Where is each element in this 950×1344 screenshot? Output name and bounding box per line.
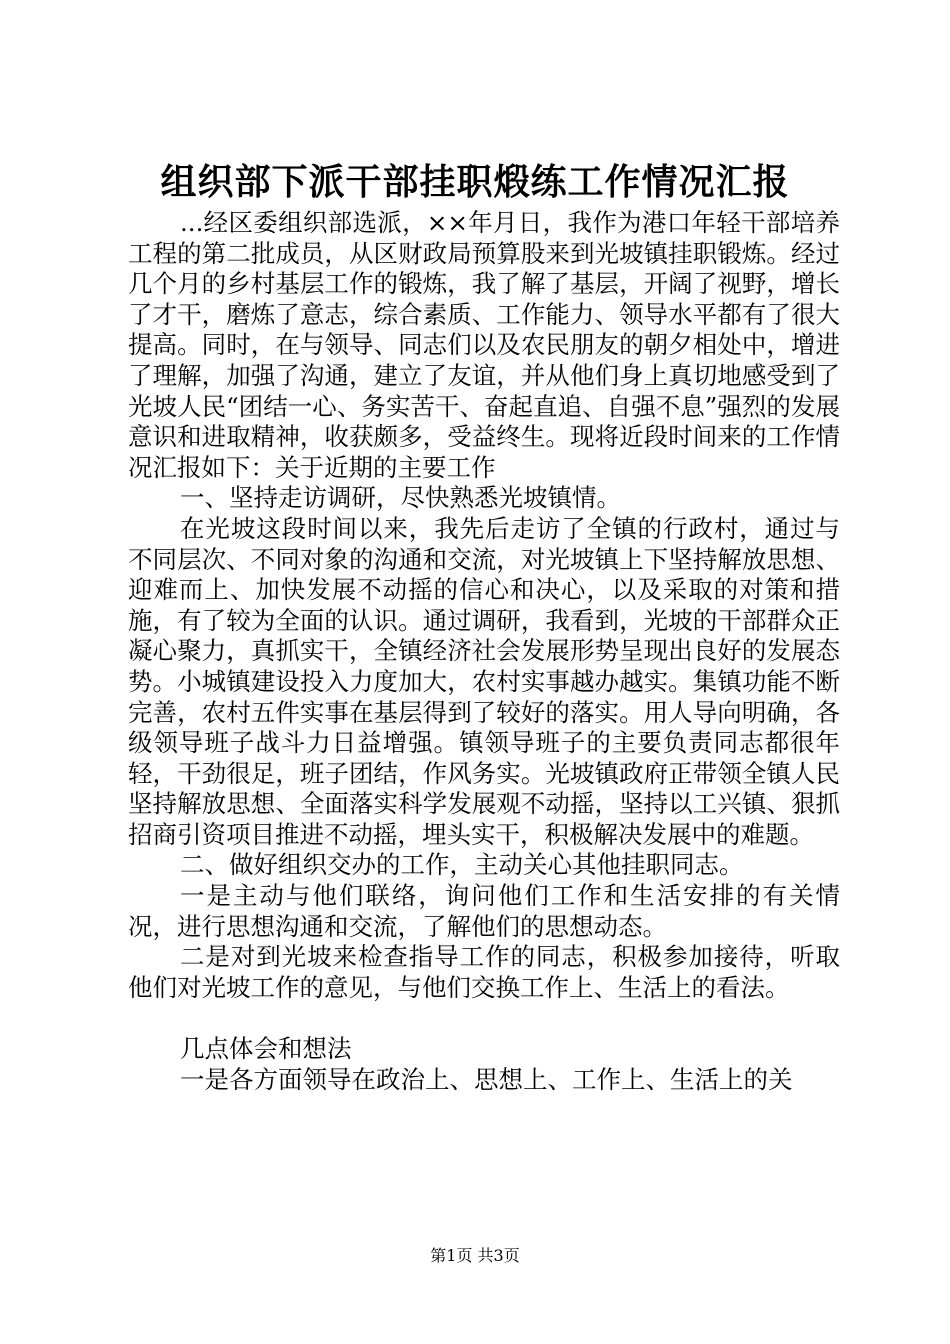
paragraph-reflection-1: 一是各方面领导在政治上、思想上、工作上、生活上的关 bbox=[180, 1064, 793, 1094]
page-footer: 第1页 共3页 bbox=[430, 1246, 520, 1265]
paragraph-point-1: 一是主动与他们联络，询问他们工作和生活安排的有关情况，进行思想沟通和交流，了解他们的思想动态。 bbox=[128, 881, 840, 941]
document-body bbox=[128, 208, 840, 1095]
paragraph-point-2: 二是对到光坡来检查指导工作的同志，积极参加接待，听取他们对光坡工作的意见，与他们交换工作上、生活上的看法。 bbox=[128, 942, 840, 1002]
section-heading-1: 一、坚持走访调研，尽快熟悉光坡镇情。 bbox=[180, 483, 621, 513]
paragraph-intro: ...经区委组织部选派，××年月日，我作为港口年轻干部培养工程的第二批成员，从区财政局预算股来到光坡镇挂职锻炼。经过几个月的乡村基层工作的锻炼，我了解了基层，开阔了视野，增长了才干，磨炼了意志，综合素质、工作能力、领导水平都有了很大提高。同时，在与领导、同志们以及农民朋友的朝夕相处中，增进了理解，加强了沟通，建立了友谊，并从他们身上真切地感受到了光坡人民“团结一心、务实苦干、奋起直追、自强不息”强烈的发展意识和进取精神，收获颇多，受益终生。现将近段时间来的工作情况汇报如下：关于近期的主要工作 bbox=[128, 208, 840, 482]
section-heading-2: 二、做好组织交办的工作，主动关心其他挂职同志。 bbox=[180, 850, 744, 880]
page-title: 组织部下派干部挂职煅练工作情况汇报 bbox=[160, 161, 790, 203]
section-heading-3: 几点体会和想法 bbox=[180, 1034, 352, 1064]
paragraph-section-1: 在光坡这段时间以来，我先后走访了全镇的行政村，通过与不同层次、不同对象的沟通和交流，对光坡镇上下坚持解放思想、迎难而上、加快发展不动摇的信心和决心，以及采取的对策和措施，有了较为全面的认识。通过调研，我看到，光坡的干部群众正凝心聚力，真抓实干，全镇经济社会发展形势呈现出良好的发展态势。小城镇建设投入力度加大，农村实事越办越实。集镇功能不断完善，农村五件实事在基层得到了较好的落实。用人导向明确，各级领导班子战斗力日益增强。镇领导班子的主要负责同志都很年轻，干劲很足，班子团结，作风务实。光坡镇政府正带领全镇人民坚持解放思想、全面落实科学发展观不动摇，坚持以工兴镇、狠抓招商引资项目推进不动摇，埋头实干，积极解决发展中的难题。 bbox=[128, 513, 840, 849]
